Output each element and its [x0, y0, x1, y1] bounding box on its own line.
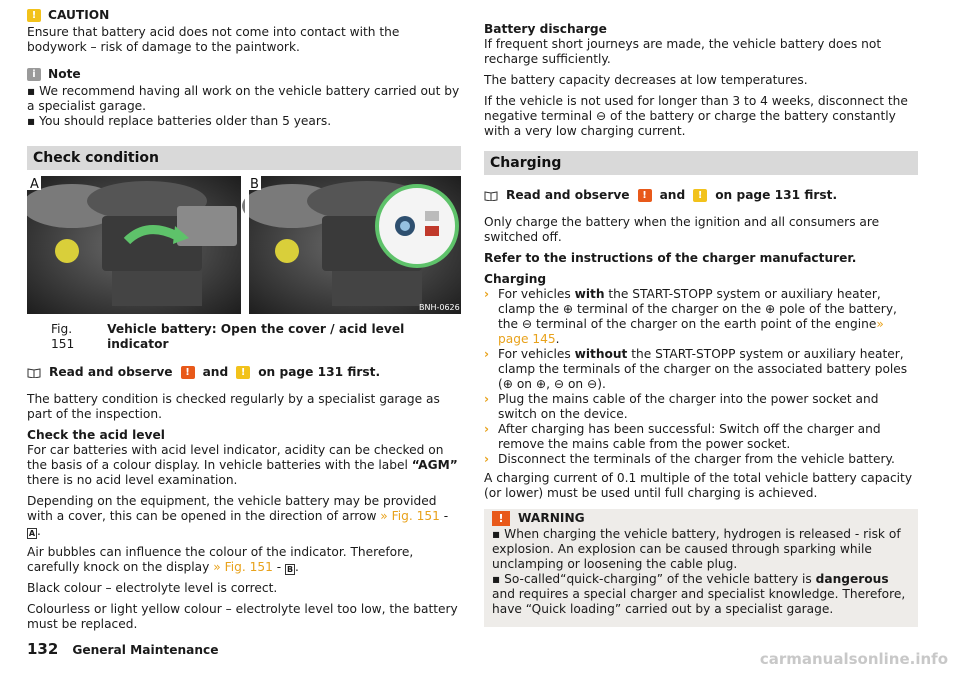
note-icon: i [27, 68, 41, 81]
charging-step: › Plug the mains cable of the charger into the power socket and switch on the device. [484, 392, 879, 421]
read-observe [27, 365, 461, 380]
chevron-right-icon: › [484, 287, 490, 301]
warning-item: ▪ So-called“quick-charging” of the vehicle battery is dangerous and requires a special charger and specialist knowledge. Therefore, have “Quick loading” carried out by a specialist garage. [492, 572, 906, 616]
battery-illustration [27, 176, 461, 314]
read-observe-charging [484, 188, 918, 203]
read-observe-page: on page 131 first. [258, 365, 381, 379]
charging-subheading: Charging [484, 272, 547, 286]
page-number: 132 [27, 640, 59, 658]
caution-box [27, 8, 461, 55]
black-colour-text: Black colour – electrolyte level is correct. [27, 581, 278, 595]
battery-discharge-p2: The battery capacity decreases at low temperatures. [484, 73, 808, 87]
chevron-right-icon: › [484, 452, 490, 466]
chapter-title: General Maintenance [72, 643, 219, 657]
figure-code: BNH-0626 [419, 303, 460, 312]
warning-ref-icon[interactable]: ! [638, 189, 652, 202]
warning-header [492, 509, 910, 527]
page-footer [27, 642, 219, 658]
caution-text: Ensure that battery acid does not come into contact with the bodywork – risk of damage to the paintwork. [27, 25, 400, 54]
read-observe-text: Read and observe [506, 188, 630, 202]
left-column [27, 0, 461, 638]
colourless-text: Colourless or light yellow colour – electrolyte level too low, the battery must be replaced. [27, 602, 458, 631]
section-heading-charging: Charging [484, 151, 918, 175]
read-observe-and: and [202, 365, 229, 379]
acid-level-section [27, 428, 461, 488]
warning-ref-icon[interactable]: ! [181, 366, 195, 379]
ref-b-label: B [286, 565, 294, 574]
chevron-right-icon: › [484, 392, 490, 406]
battery-discharge-p3: If the vehicle is not used for longer than 3 to 4 weeks, disconnect the negative terminal ⊖ of the battery or charge the battery constantly with a very low charging current. [484, 94, 908, 138]
fig-ref-link-b[interactable]: » Fig. 151 [213, 560, 273, 574]
acid-level-heading: Check the acid level [27, 428, 165, 442]
charging-step: › Disconnect the terminals of the charger from the vehicle battery. [484, 452, 895, 466]
chevron-right-icon: › [484, 347, 490, 361]
section-heading-check-condition: Check condition [27, 146, 461, 170]
equipment-paragraph: Depending on the equipment, the vehicle battery may be provided with a cover, this can be opened in the direction of arrow » Fig. 151 - A . [27, 494, 449, 538]
right-column [484, 0, 918, 627]
caution-title: CAUTION [48, 8, 110, 22]
fig-ref-link-a[interactable]: » Fig. 151 [380, 509, 440, 523]
book-icon [484, 190, 498, 201]
watermark: carmanualsonline.info [759, 650, 948, 668]
book-icon [27, 367, 41, 378]
figure-label-b: B [250, 177, 259, 192]
page-ref-link[interactable]: » page 145 [498, 317, 884, 346]
charging-refer: Refer to the instructions of the charger manufacturer. [484, 251, 857, 265]
figure-caption [27, 322, 461, 352]
charging-step: › For vehicles with the START-STOPP system or auxiliary heater, clamp the ⊕ terminal of the charger on the ⊕ pole of the battery, the ⊖ terminal of the charger on the earth point of the engine» page 145. [484, 287, 897, 346]
warning-title: WARNING [518, 510, 585, 525]
intro-paragraph: The battery condition is checked regularly by a specialist garage as part of the inspection. [27, 392, 440, 421]
read-observe-and: and [659, 188, 686, 202]
charging-step: › After charging has been successful: Switch off the charger and remove the mains cable from the power socket. [484, 422, 881, 451]
battery-discharge-p1: If frequent short journeys are made, the vehicle battery does not recharge sufficiently. [484, 37, 882, 66]
caution-ref-icon[interactable]: ! [693, 189, 707, 202]
chevron-right-icon: › [484, 422, 490, 436]
read-observe-text: Read and observe [49, 365, 173, 379]
warning-item: ▪ When charging the vehicle battery, hydrogen is released - risk of explosion. An explosion can be caused through sparking while unclamping or loosening the cable plug. [492, 527, 901, 571]
figure-label-a: A [30, 177, 39, 192]
warning-icon: ! [492, 511, 510, 526]
ref-a-label: A [28, 529, 36, 538]
figure-number: Fig. 151 [51, 322, 75, 351]
charging-step: › For vehicles without the START-STOPP system or auxiliary heater, clamp the terminals of the charger on the associated battery poles (⊕ on ⊕, ⊖ on ⊖). [484, 347, 908, 391]
caution-ref-icon[interactable]: ! [236, 366, 250, 379]
caution-icon: ! [27, 9, 41, 22]
air-bubbles-paragraph: Air bubbles can influence the colour of the indicator. Therefore, carefully knock on the display » Fig. 151 - B . [27, 545, 414, 574]
charging-intro: Only charge the battery when the ignition and all consumers are switched off. [484, 215, 880, 244]
note-header [27, 67, 461, 82]
acid-level-text: For car batteries with acid level indicator, acidity can be checked on the basis of a colour display. In vehicle batteries with the label [27, 443, 444, 472]
warning-box [484, 509, 918, 627]
battery-discharge-section [484, 22, 918, 139]
note-box [27, 67, 461, 129]
note-item: ▪ We recommend having all work on the vehicle battery carried out by a specialist garage. [27, 84, 460, 113]
figure-caption-text: Vehicle battery: Open the cover / acid level indicator [107, 322, 405, 351]
acid-level-text-2: there is no acid level examination. [27, 473, 238, 487]
figure-151 [27, 176, 461, 314]
read-observe-page: on page 131 first. [715, 188, 838, 202]
caution-header [27, 8, 461, 23]
battery-discharge-heading: Battery discharge [484, 22, 607, 36]
note-item: ▪ You should replace batteries older than 5 years. [27, 114, 332, 128]
charging-current: A charging current of 0.1 multiple of the total vehicle battery capacity (or lower) must be used until full charging is achieved. [484, 471, 913, 500]
agm-label: “AGM” [411, 458, 458, 472]
note-title: Note [48, 67, 81, 81]
